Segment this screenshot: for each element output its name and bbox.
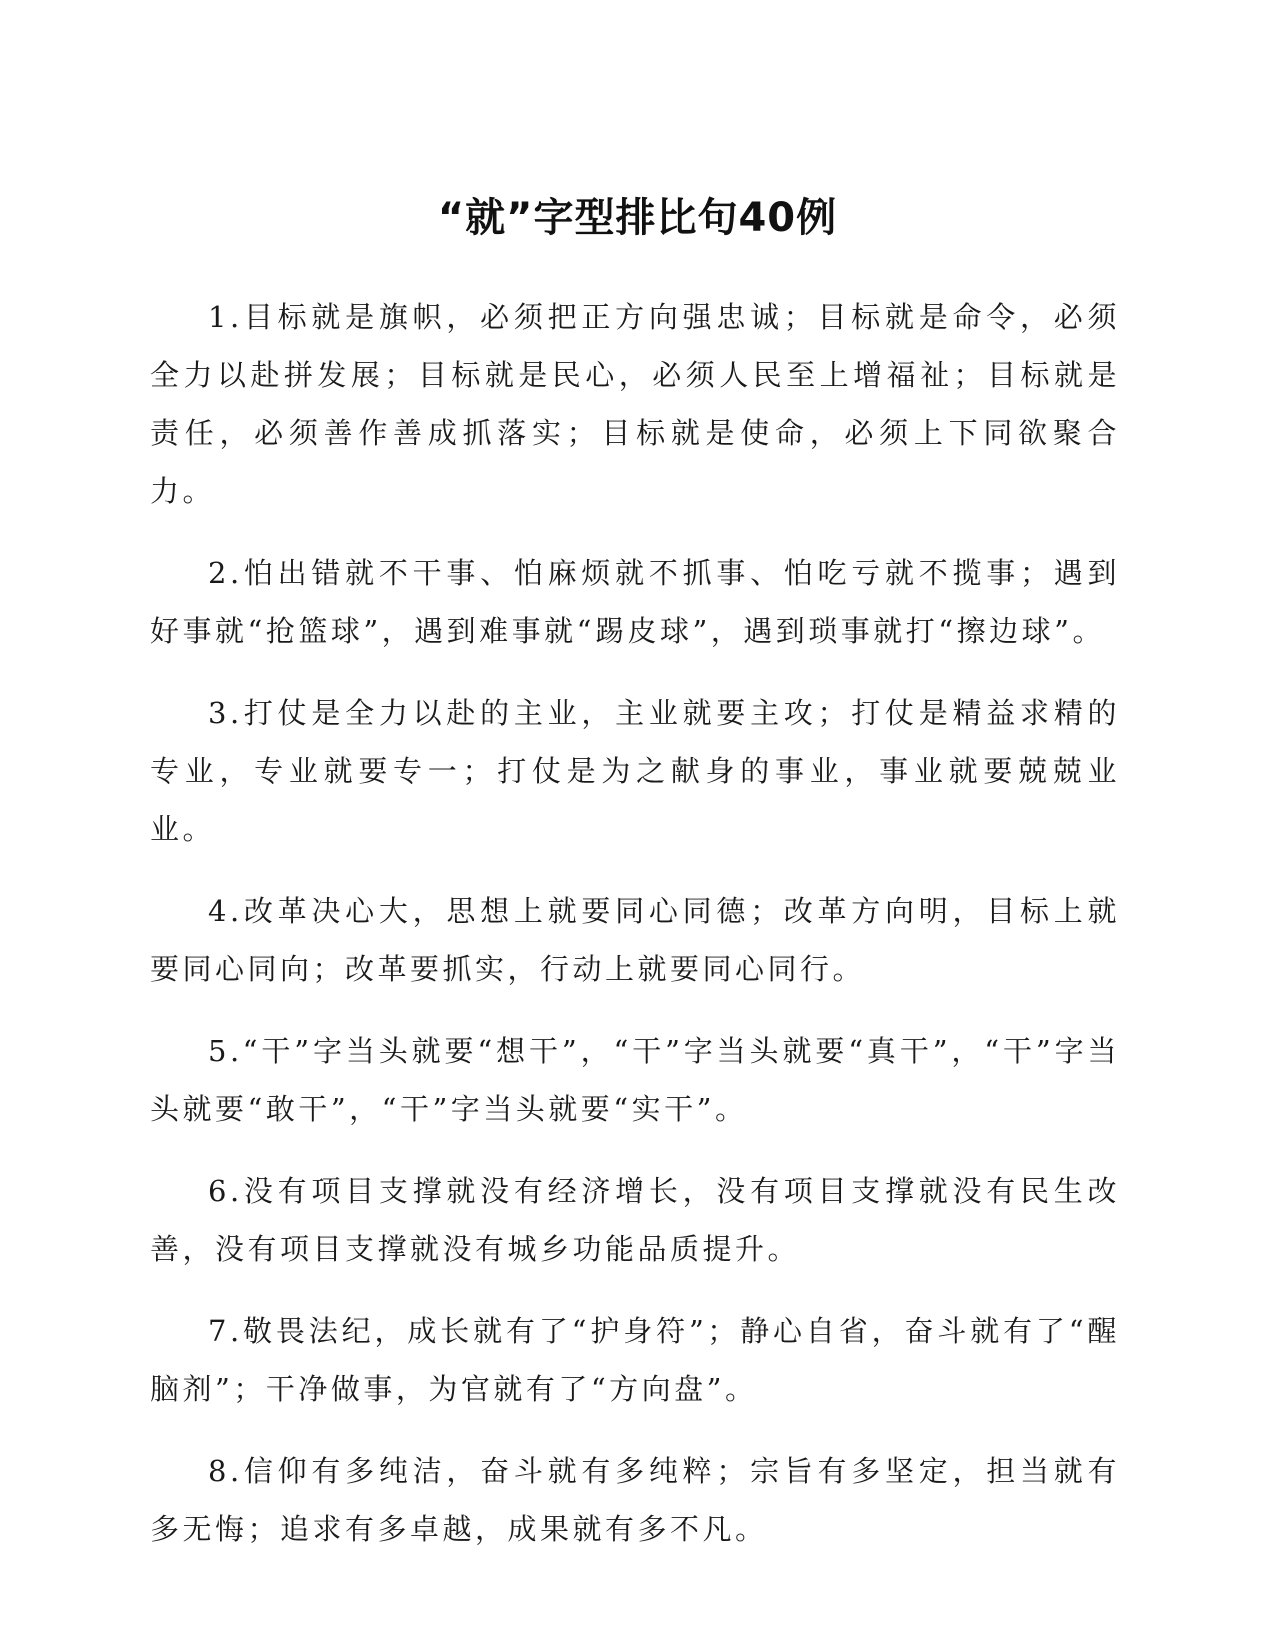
paragraph-6: 6.没有项目支撑就没有经济增长，没有项目支撑就没有民生改善，没有项目支撑就没有城乡功能品质提升。 (150, 1174, 1120, 1266)
paragraph-1: 1.目标就是旗帜，必须把正方向强忠诚；目标就是命令，必须全力以赴拼发展；目标就是民心，必须人民至上增福祉；目标就是责任，必须善作善成抓落实；目标就是使命，必须上下同欲聚合力。 (150, 300, 1120, 508)
document-title: “就”字型排比句40例 (437, 195, 838, 241)
paragraph-2: 2.怕出错就不干事、怕麻烦就不抓事、怕吃亏就不揽事；遇到好事就“抢篮球”，遇到难事就“踢皮球”，遇到琐事就打“擦边球”。 (150, 556, 1120, 648)
paragraph-8: 8.信仰有多纯洁，奋斗就有多纯粹；宗旨有多坚定，担当就有多无悔；追求有多卓越，成果就有多不凡。 (150, 1454, 1120, 1546)
paragraph-3: 3.打仗是全力以赴的主业，主业就要主攻；打仗是精益求精的专业，专业就要专一；打仗是为之献身的事业，事业就要兢兢业业。 (150, 696, 1120, 846)
document-body (150, 288, 1120, 1582)
paragraph-5: 5.“干”字当头就要“想干”，“干”字当头就要“真干”，“干”字当头就要“敢干”，“干”字当头就要“实干”。 (150, 1034, 1120, 1126)
paragraph-4: 4.改革决心大，思想上就要同心同德；改革方向明，目标上就要同心同向；改革要抓实，行动上就要同心同行。 (150, 894, 1120, 986)
paragraph-7: 7.敬畏法纪，成长就有了“护身符”；静心自省，奋斗就有了“醒脑剂”；干净做事，为官就有了“方向盘”。 (150, 1314, 1120, 1406)
